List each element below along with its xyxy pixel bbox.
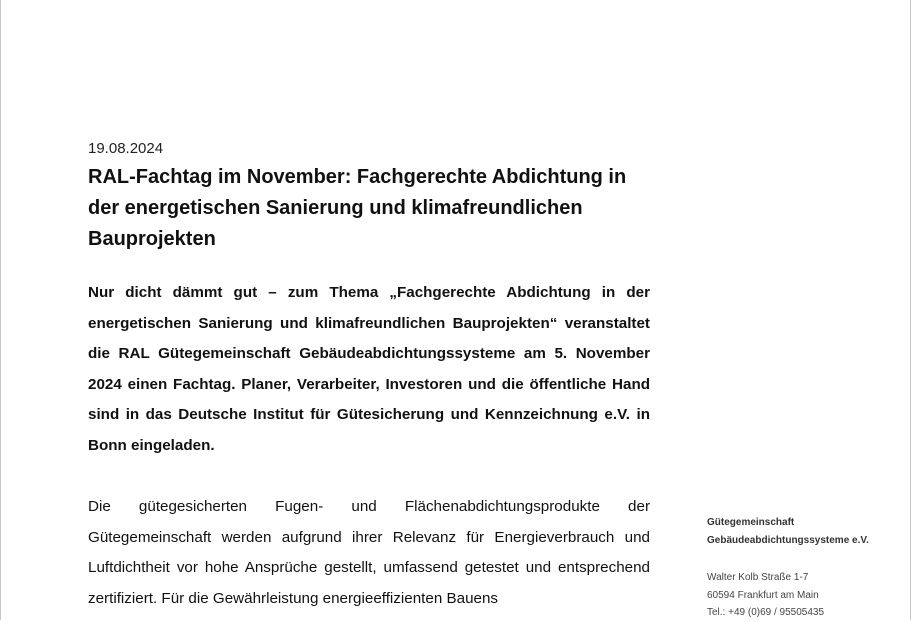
address-phone: Tel.: +49 (0)69 / 95505435 [707, 607, 825, 618]
org-name-line-2: Gebäudeabdichtungssysteme e.V. [707, 535, 869, 546]
organization-address [707, 569, 824, 622]
org-name-line-1: Gütegemeinschaft [707, 517, 795, 528]
body-paragraph: Die gütegesicherten Fugen- und Flächenabdichtungsprodukte der Gütegemeinschaft werden aufgrund ihrer Relevanz für Energieverbrauch und Luftdichtheit vor hohe Ansprüche gestellt, umfassend getestet und entsprechend zertifiziert. Für die Gewährleistung energieeffizienten Bauens [88, 498, 650, 607]
address-street: Walter Kolb Straße 1-7 [707, 572, 809, 583]
release-date: 19.08.2024 [88, 140, 164, 157]
lead-paragraph: Nur dicht dämmt gut – zum Thema „Fachgerechte Abdichtung in der energetischen Sanierung und klimafreundlichen Bauprojekten“ veranstaltet die RAL Gütegemeinschaft Gebäudeabdichtungssysteme am 5. November 2024 einen Fachtag. Planer, Verarbeiter, Investoren und die öffentliche Hand sind in das Deutsche Institut für Gütesicherung und Kennzeichnung e.V. in Bonn eingeladen. [88, 284, 650, 454]
organization-name [707, 514, 869, 550]
address-city: 60594 Frankfurt am Main [707, 589, 819, 601]
release-title: RAL-Fachtag im November: Fachgerechte Abdichtung in der energetischen Sanierung und klimafreundlichen Bauprojekten [88, 166, 627, 250]
